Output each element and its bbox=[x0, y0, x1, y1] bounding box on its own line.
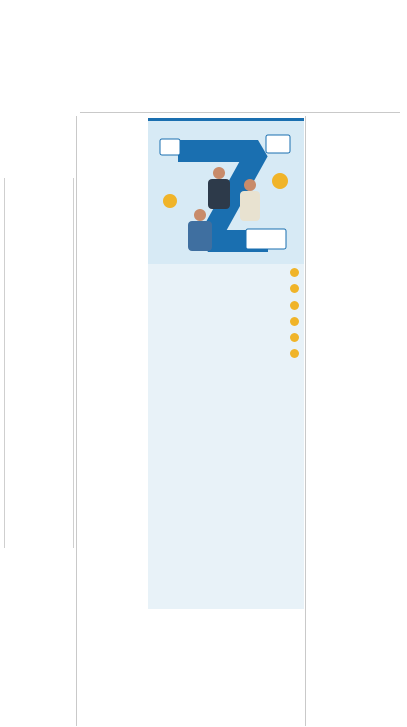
box-list-item bbox=[153, 268, 299, 280]
list-number-badge bbox=[290, 284, 299, 293]
list-number-badge bbox=[290, 317, 299, 326]
highlight-box bbox=[148, 264, 304, 609]
column-divider-left bbox=[76, 116, 77, 726]
header-divider bbox=[80, 112, 400, 113]
lower-middle-text bbox=[148, 624, 228, 724]
side-column bbox=[4, 178, 74, 548]
list-number-badge bbox=[290, 268, 299, 277]
middle-paragraph-left-bottom bbox=[80, 612, 144, 722]
list-number-badge bbox=[290, 349, 299, 358]
middle-paragraph-top bbox=[80, 116, 144, 156]
article-headline bbox=[185, 24, 297, 68]
column-divider-right bbox=[305, 116, 306, 726]
box-list-item bbox=[153, 333, 299, 345]
box-list-item bbox=[153, 284, 299, 296]
box-list-item bbox=[153, 349, 299, 361]
list-number-badge bbox=[290, 301, 299, 310]
right-column-paragraph-2 bbox=[308, 317, 400, 399]
article-kicker bbox=[118, 6, 400, 20]
illustration-graphic bbox=[148, 121, 304, 264]
middle-paragraph-left-top bbox=[80, 158, 144, 608]
box-list-item bbox=[153, 301, 299, 313]
list-number-badge bbox=[290, 333, 299, 342]
article-illustration bbox=[148, 118, 304, 264]
article-lead bbox=[80, 70, 398, 110]
right-column-paragraph-1 bbox=[308, 127, 400, 305]
lower-right-text bbox=[232, 624, 304, 724]
box-list-item bbox=[153, 317, 299, 329]
right-column-paragraph-3 bbox=[308, 413, 400, 585]
